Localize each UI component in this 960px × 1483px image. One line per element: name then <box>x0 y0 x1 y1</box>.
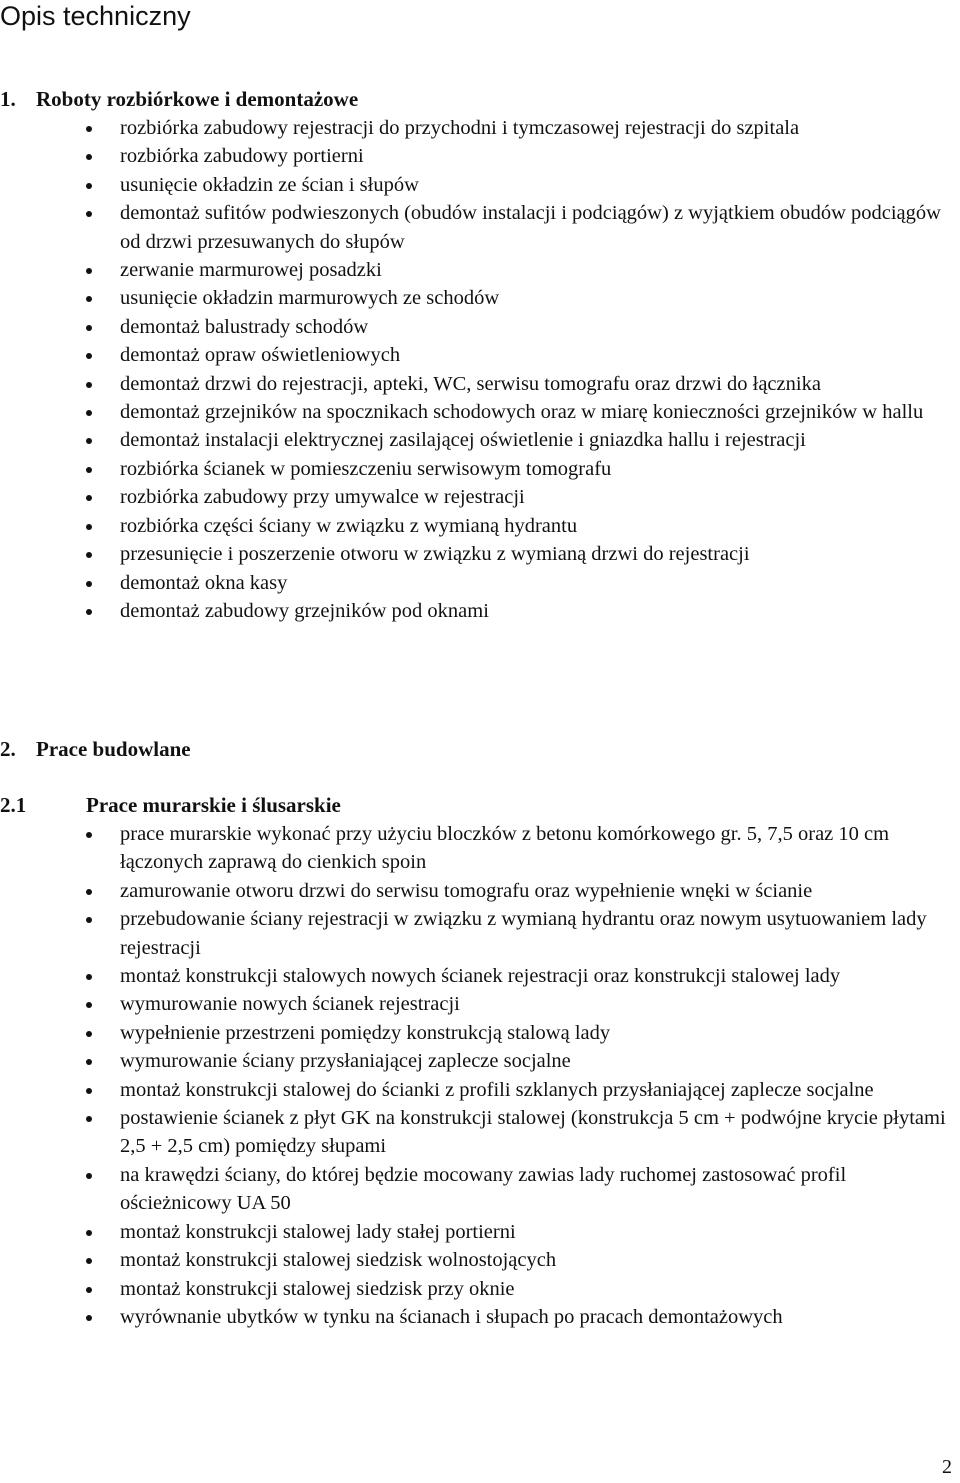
bullet-icon <box>86 524 92 530</box>
list-item-text: zamurowanie otworu drzwi do serwisu tomografu oraz wypełnienie wnęki w ścianie <box>120 879 813 902</box>
list-item-text: wypełnienie przestrzeni pomiędzy konstrukcją stalową lady <box>120 1021 611 1044</box>
list-item-text: demontaż zabudowy grzejników pod oknami <box>120 599 489 622</box>
list-item <box>0 1275 960 1303</box>
list-item-text: rozbiórka zabudowy przy umywalce w rejestracji <box>120 486 525 509</box>
section-2-title: Prace budowlane <box>36 737 191 761</box>
bullet-icon <box>86 438 92 444</box>
bullet-icon <box>86 268 92 274</box>
list-item <box>0 540 960 568</box>
bullet-icon <box>86 832 92 838</box>
section-1-title: Roboty rozbiórkowe i demontażowe <box>36 87 359 111</box>
list-item-text: montaż konstrukcji stalowej lady stałej portierni <box>120 1220 516 1243</box>
section-1-number: 1. <box>0 87 16 111</box>
bullet-icon <box>86 495 92 501</box>
list-item <box>0 142 960 170</box>
section-2-1-number: 2.1 <box>0 793 27 817</box>
list-item <box>0 877 960 905</box>
section-2-1-title: Prace murarskie i ślusarskie <box>86 793 341 817</box>
list-item <box>0 1104 960 1161</box>
list-item <box>0 512 960 540</box>
list-item-text: montaż konstrukcji stalowej do ścianki z profili szklanych przysłaniającej zaplecze socjalne <box>120 1078 874 1101</box>
bullet-icon <box>86 325 92 331</box>
bullet-icon <box>86 1059 92 1065</box>
list-item <box>0 171 960 199</box>
list-item-text: wymurowanie nowych ścianek rejestracji <box>120 993 460 1016</box>
list-item <box>0 341 960 369</box>
page-number: 2 <box>942 1456 952 1478</box>
list-item-text: montaż konstrukcji stalowych nowych ścianek rejestracji oraz konstrukcji stalowej lady <box>120 965 841 988</box>
bullet-icon <box>86 1315 92 1321</box>
bullet-icon <box>86 889 92 895</box>
list-item <box>0 820 960 877</box>
list-item-text: demontaż sufitów podwieszonych (obudów instalacji i podciągów) z wyjątkiem obudów podciągów od drzwi przesuwanych do słupów <box>120 202 941 253</box>
list-item <box>0 1047 960 1075</box>
bullet-icon <box>86 1287 92 1293</box>
list-item-text: rozbiórka ścianek w pomieszczeniu serwisowym tomografu <box>120 457 612 480</box>
list-item <box>0 597 960 625</box>
list-item-text: usunięcie okładzin ze ścian i słupów <box>120 173 419 196</box>
list-item <box>0 905 960 962</box>
bullet-icon <box>86 552 92 558</box>
list-item <box>0 370 960 398</box>
bullet-icon <box>86 126 92 132</box>
list-item <box>0 199 960 256</box>
bullet-icon <box>86 1088 92 1094</box>
list-item <box>0 483 960 511</box>
list-item <box>0 426 960 454</box>
list-item-text: na krawędzi ściany, do której będzie mocowany zawias lady ruchomej zastosować profil ościeżnicowy UA 50 <box>120 1163 847 1215</box>
list-item <box>0 313 960 341</box>
list-item <box>0 398 960 426</box>
list-item <box>0 1161 960 1218</box>
list-item-text: demontaż opraw oświetleniowych <box>120 344 401 367</box>
list-item-text: zerwanie marmurowej posadzki <box>120 259 382 282</box>
list-item <box>0 1246 960 1274</box>
list-item-text: postawienie ścianek z płyt GK na konstrukcji stalowej (konstrukcja 5 cm + podwójne krycie płytami 2,5 + 2,5 cm) pomiędzy słupami <box>120 1107 946 1158</box>
bullet-icon <box>86 917 92 923</box>
bullet-icon <box>86 353 92 359</box>
list-item <box>0 114 960 142</box>
page-title: Opis techniczny <box>0 1 191 31</box>
bullet-icon <box>86 609 92 615</box>
list-item-text: przesunięcie i poszerzenie otworu w związku z wymianą drzwi do rejestracji <box>120 543 750 566</box>
bullet-icon <box>86 183 92 189</box>
list-item <box>0 990 960 1018</box>
list-item <box>0 455 960 483</box>
list-item-text: usunięcie okładzin marmurowych ze schodów <box>120 287 500 310</box>
list-item-text: rozbiórka zabudowy rejestracji do przychodni i tymczasowej rejestracji do szpitala <box>120 117 800 139</box>
list-item <box>0 284 960 312</box>
list-item <box>0 1076 960 1104</box>
section-2-1-heading <box>0 791 341 819</box>
list-item-text: demontaż okna kasy <box>120 571 288 594</box>
list-item <box>0 256 960 284</box>
list-item-text: demontaż instalacji elektrycznej zasilającej oświetlenie i gniazdka hallu i rejestracji <box>120 429 806 452</box>
section-2-heading <box>0 735 191 763</box>
bullet-icon <box>86 296 92 302</box>
list-item-text: wyrównanie ubytków w tynku na ścianach i słupach po pracach demontażowych <box>120 1305 783 1328</box>
list-item <box>0 1303 960 1331</box>
bullet-icon <box>86 410 92 416</box>
section-1-heading <box>0 85 358 113</box>
bullet-icon <box>86 382 92 388</box>
section-2-1-list <box>0 820 960 1331</box>
list-item <box>0 1019 960 1047</box>
bullet-icon <box>86 1230 92 1236</box>
bullet-icon <box>86 1002 92 1008</box>
bullet-icon <box>86 1258 92 1264</box>
list-item-text: demontaż balustrady schodów <box>120 315 369 338</box>
list-item-text: rozbiórka zabudowy portierni <box>120 145 364 168</box>
list-item-text: demontaż grzejników na spocznikach schodowych oraz w miarę konieczności grzejników w hallu <box>120 401 924 424</box>
bullet-icon <box>86 1173 92 1179</box>
bullet-icon <box>86 467 92 473</box>
bullet-icon <box>86 974 92 980</box>
list-item-text: demontaż drzwi do rejestracji, apteki, WC, serwisu tomografu oraz drzwi do łącznika <box>120 372 821 395</box>
list-item-text: montaż konstrukcji stalowej siedzisk przy oknie <box>120 1277 515 1300</box>
section-2-number: 2. <box>0 737 16 761</box>
list-item-text: montaż konstrukcji stalowej siedzisk wolnostojących <box>120 1249 557 1272</box>
bullet-icon <box>86 154 92 160</box>
list-item <box>0 962 960 990</box>
list-item-text: rozbiórka części ściany w związku z wymianą hydrantu <box>120 514 578 537</box>
bullet-icon <box>86 1031 92 1037</box>
list-item-text: wymurowanie ściany przysłaniającej zaplecze socjalne <box>120 1050 571 1073</box>
list-item-text: przebudowanie ściany rejestracji w związku z wymianą hydrantu oraz nowym usytuowaniem lady rejestracji <box>120 908 927 959</box>
section-1-list <box>0 114 960 625</box>
list-item <box>0 1218 960 1246</box>
bullet-icon <box>86 211 92 217</box>
list-item-text: prace murarskie wykonać przy użyciu bloczków z betonu komórkowego gr. 5, 7,5 oraz 10 cm łączonych zaprawą do cienkich spoin <box>120 823 890 874</box>
list-item <box>0 569 960 597</box>
bullet-icon <box>86 581 92 587</box>
bullet-icon <box>86 1116 92 1122</box>
